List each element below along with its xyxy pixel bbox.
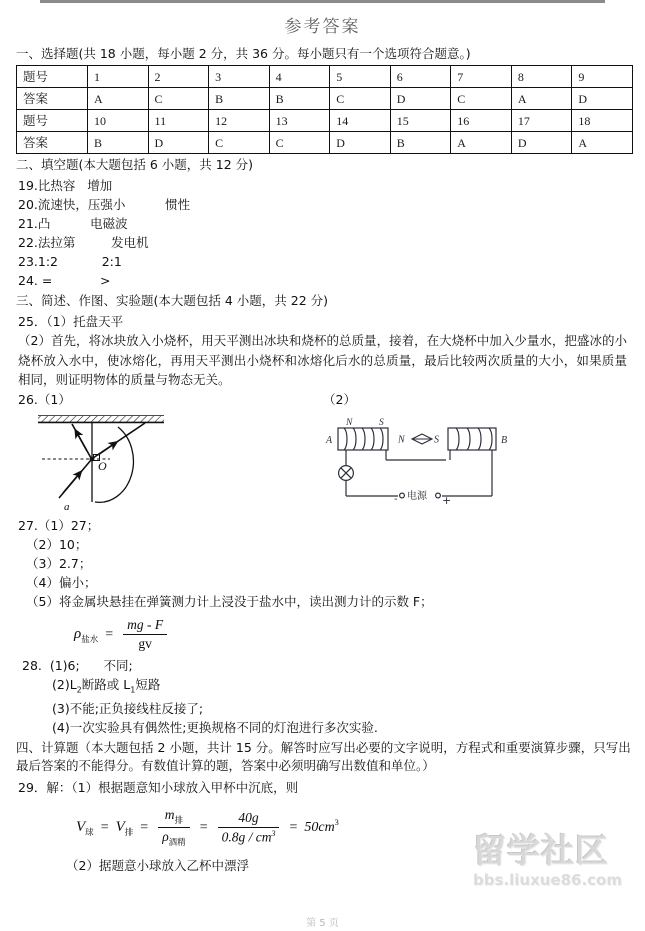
- compass-south-label: S: [434, 434, 439, 445]
- formula-equals-4: =: [289, 820, 298, 836]
- answer-item-27-part1: 27.（1）27；: [18, 517, 100, 533]
- table-cell: 6: [390, 66, 451, 88]
- table-cell: 8: [511, 66, 572, 88]
- table-cell: 7: [451, 66, 512, 88]
- formula-fraction: [123, 617, 167, 652]
- formula-density-value: 0.8g / cm: [221, 829, 272, 845]
- formula-v-displaced-symbol: V: [115, 819, 125, 836]
- table-cell: D: [148, 132, 209, 154]
- formula-rho-symbol: ρ: [74, 625, 82, 642]
- multiple-choice-answer-table: [16, 65, 633, 154]
- answer-item-28-part2: [52, 675, 631, 700]
- table-cell: 13: [269, 110, 330, 132]
- table-cell: B: [390, 132, 451, 154]
- table-cell: C: [269, 132, 330, 154]
- section-2-heading: 二、填空题(本大题包括 6 小题，共 12 分): [16, 157, 254, 172]
- table-row: [17, 88, 633, 110]
- answer-item-28-part1: 28. (1)6; 不同;: [22, 657, 133, 673]
- formula-result-exponent: 3: [334, 817, 339, 827]
- watermark-brand: 留学社区: [473, 831, 609, 870]
- row-label: 题号: [17, 110, 88, 132]
- table-cell: A: [511, 88, 572, 110]
- coil-a-north-label: N: [346, 417, 353, 428]
- formula-result: 50cm: [304, 820, 335, 836]
- answer-item-25-part2: （2）首先，将冰块放入小烧杯，用天平测出冰块和烧杯的总质量，接着，在大烧杯中加入少量水，把盛冰的小烧杯放入水中，使冰熔化，再用天平测出小烧杯和冰熔化后水的总质量，最后比较两次质量的大小，如果质量相同，则证明物体的质量与物态无关。: [18, 333, 627, 387]
- table-cell: 10: [88, 110, 149, 132]
- watermark-url: bbs.liuxue86.com: [473, 871, 622, 889]
- table-cell: 16: [451, 110, 512, 132]
- table-cell: B: [88, 132, 149, 154]
- answer-item-27-part4: （4）偏小；: [26, 574, 97, 590]
- coil-a-label: A: [326, 434, 333, 446]
- optics-ray-label: a: [64, 500, 70, 513]
- table-cell: 12: [209, 110, 270, 132]
- formula-numeric-denominator: [218, 828, 280, 846]
- answer-item-26-label-2: （2）: [323, 391, 356, 407]
- table-cell: C: [330, 88, 391, 110]
- answer-item-23: 23.1:2 2:1: [18, 254, 122, 269]
- coil-a-south-label: S: [379, 417, 384, 428]
- answer-item-28-part3: (3)不能;正负接线柱反接了;: [52, 701, 204, 716]
- table-cell: A: [88, 88, 149, 110]
- compass-north-label: N: [398, 434, 405, 445]
- formula-equals: =: [105, 626, 114, 642]
- optics-reflection-diagram: [32, 410, 182, 514]
- table-cell: D: [511, 132, 572, 154]
- q28-line2-pre: (2)L: [52, 676, 77, 692]
- answer-item-25-part1: 25．（1）托盘天平: [18, 314, 124, 329]
- table-row: [17, 132, 633, 154]
- answer-item-27-part3: （3）2.7；: [26, 555, 92, 571]
- table-cell: 15: [390, 110, 451, 132]
- answer-item-21: 21.凸 电磁波: [18, 216, 128, 231]
- power-plus-label: +: [442, 493, 452, 507]
- table-cell: A: [572, 132, 633, 154]
- row-label: 题号: [17, 66, 88, 88]
- table-cell: 4: [269, 66, 330, 88]
- answer-item-27-part2: （2）10；: [26, 536, 88, 552]
- power-minus-label: -: [394, 493, 398, 505]
- formula-equals-3: =: [199, 820, 208, 836]
- formula-denominator: gv: [138, 635, 152, 651]
- table-cell: 2: [148, 66, 209, 88]
- table-cell: 5: [330, 66, 391, 88]
- table-cell: C: [451, 88, 512, 110]
- q28-line2-sub2: 1: [130, 685, 136, 694]
- formula-density-exponent: 3: [271, 828, 276, 838]
- section-1-heading: 一、选择题(共 18 小题，每小题 2 分，共 36 分。每小题只有一个选项符合题意。): [16, 46, 471, 61]
- formula-density-term: [158, 828, 190, 848]
- optics-point-label: O: [98, 458, 107, 473]
- table-cell: C: [148, 88, 209, 110]
- page-footer: 第 5 页: [306, 918, 339, 929]
- table-cell: 1: [88, 66, 149, 88]
- formula-salt-water-density: [14, 617, 631, 652]
- formula-sphere-volume: [14, 807, 631, 848]
- answer-item-29-part1: 29．解：（1）根据题意知小球放入甲杯中沉底，则: [18, 780, 299, 795]
- table-cell: 17: [511, 110, 572, 132]
- q28-line2-mid: 断路或 L: [81, 676, 131, 692]
- table-cell: B: [209, 88, 270, 110]
- answer-item-29-part2: （2）据题意小球放入乙杯中漂浮: [66, 858, 249, 873]
- formula-mass-over-density: [158, 807, 190, 848]
- table-row: [17, 66, 633, 88]
- page-title: 参考答案: [284, 17, 361, 37]
- section-4-heading: 四、计算题（本大题包括 2 小题，共计 15 分。解答时应写出必要的文字说明，方程式和重要演算步骤，只写出最后答案的不能得分。有数值计算的题，答案中必须明确写出数值和单位。）: [16, 740, 631, 773]
- electromagnet-circuit-diagram: [324, 410, 519, 510]
- answer-item-27-part5: （5）将金属块悬挂在弹簧测力计上浸没于盐水中，读出测力计的示数 F；: [26, 593, 433, 609]
- answer-item-20: 20.流速快，压强小 惯性: [18, 197, 191, 212]
- table-cell: C: [209, 132, 270, 154]
- q28-line2-sub1: 2: [76, 685, 82, 694]
- answer-item-19: 19.比热容 增加: [18, 178, 113, 193]
- answer-item-24: 24. = >: [18, 273, 111, 288]
- formula-equals-2: =: [140, 820, 149, 836]
- question-26-figures: [14, 408, 631, 516]
- formula-v-sphere-subscript: 球: [85, 828, 94, 839]
- table-row: [17, 110, 633, 132]
- formula-numerator: mg - F: [123, 617, 167, 635]
- formula-numeric-numerator: 40g: [218, 810, 280, 828]
- page-top-rule: [40, 0, 605, 3]
- answer-item-22: 22.法拉第 发电机: [18, 235, 149, 250]
- row-label: 答案: [17, 88, 88, 110]
- formula-m-subscript: 排: [174, 816, 184, 826]
- formula-v-sphere-symbol: V: [76, 819, 86, 836]
- table-cell: 11: [148, 110, 209, 132]
- row-label: 答案: [17, 132, 88, 154]
- formula-numeric-fraction: [218, 810, 280, 846]
- table-cell: 14: [330, 110, 391, 132]
- formula-equals-1: =: [100, 820, 109, 836]
- table-cell: D: [330, 132, 391, 154]
- table-cell: B: [269, 88, 330, 110]
- formula-rho-subscript-2: 酒精: [168, 838, 186, 848]
- table-cell: 9: [572, 66, 633, 88]
- section-3-heading: 三、简述、作图、实验题(本大题包括 4 小题，共 22 分): [16, 293, 329, 308]
- coil-b-label: B: [501, 434, 508, 446]
- table-cell: 18: [572, 110, 633, 132]
- power-source-label: 电源: [407, 490, 427, 502]
- formula-rho-subscript: 盐水: [81, 634, 99, 645]
- answer-item-28-part4: (4)一次实验具有偶然性;更换规格不同的灯泡进行多次实验.: [52, 720, 378, 735]
- q28-line2-post: 短路: [135, 676, 161, 692]
- formula-mass-term: [158, 807, 190, 828]
- answer-item-26-label-1: 26.（1）: [18, 391, 71, 407]
- table-cell: A: [451, 132, 512, 154]
- formula-m-symbol: m: [164, 807, 175, 822]
- table-cell: D: [572, 88, 633, 110]
- table-cell: D: [390, 88, 451, 110]
- table-cell: 3: [209, 66, 270, 88]
- formula-rho-symbol-2: ρ: [162, 829, 169, 844]
- formula-v-displaced-subscript: 排: [124, 828, 134, 839]
